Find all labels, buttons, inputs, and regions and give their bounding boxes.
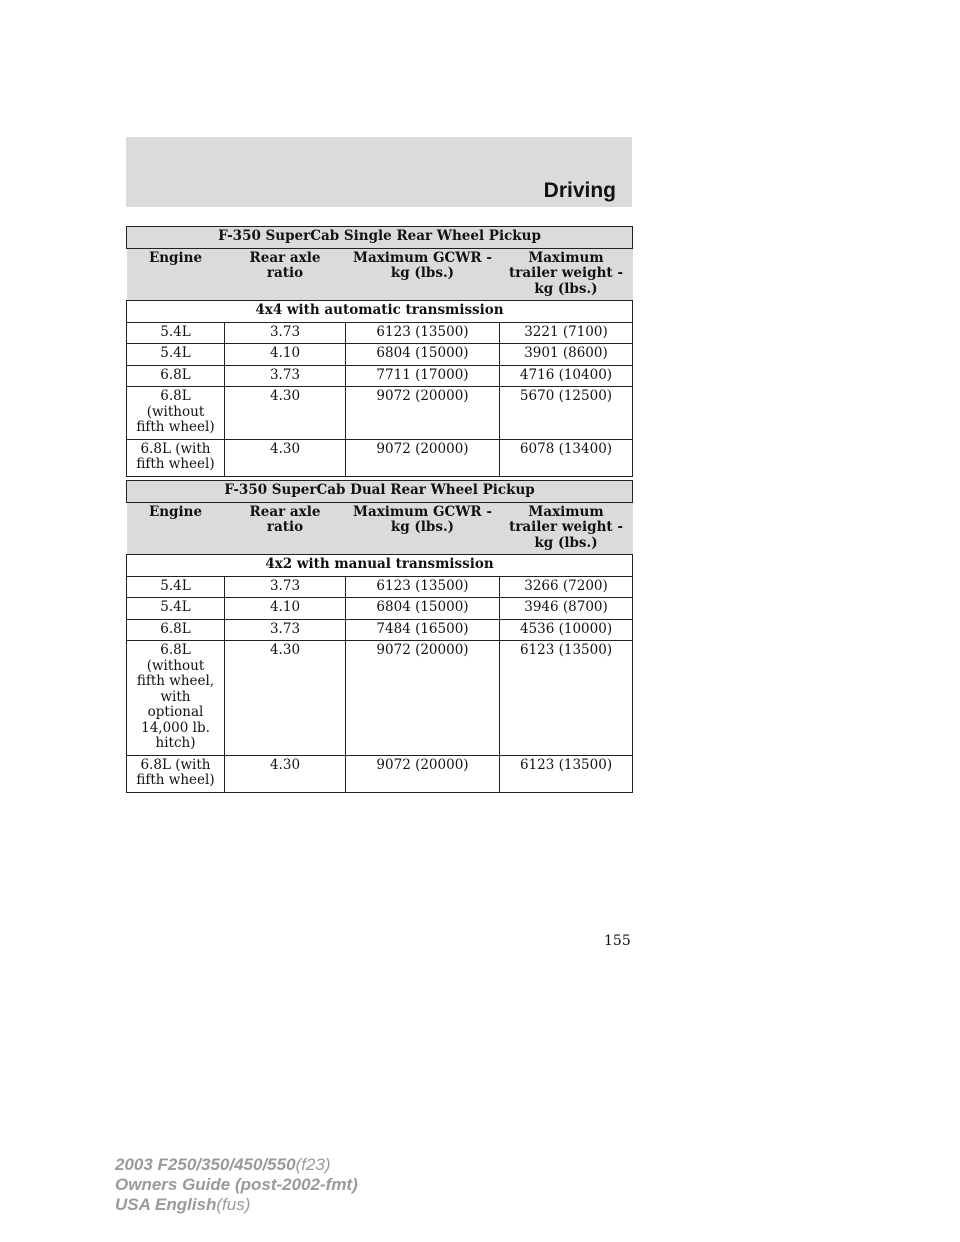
section-title: Driving	[543, 179, 616, 202]
table-title-row	[127, 481, 633, 503]
cell-gcwr: 6123 (13500)	[346, 576, 500, 598]
cell-axle-ratio: 3.73	[225, 365, 346, 387]
table-column-header-row	[127, 502, 633, 555]
table-row	[127, 439, 633, 476]
column-header-engine: Engine	[127, 248, 225, 301]
footer-line-guide	[115, 1175, 358, 1195]
column-header-trailer-weight: Maximum trailer weight - kg (lbs.)	[500, 502, 633, 555]
cell-axle-ratio: 3.73	[225, 322, 346, 344]
table-row	[127, 344, 633, 366]
cell-engine: 6.8L (without fifth wheel)	[127, 387, 225, 440]
table-row	[127, 619, 633, 641]
table-title-row	[127, 227, 633, 249]
cell-gcwr: 6804 (15000)	[346, 344, 500, 366]
table-subheader: 4x2 with manual transmission	[127, 555, 633, 577]
towing-table-dual-rear-wheel	[126, 480, 633, 793]
table-row	[127, 365, 633, 387]
cell-axle-ratio: 4.30	[225, 641, 346, 756]
column-header-axle-ratio: Rear axle ratio	[225, 502, 346, 555]
column-header-gcwr: Maximum GCWR - kg (lbs.)	[346, 248, 500, 301]
cell-engine: 5.4L	[127, 322, 225, 344]
footer-line-language	[115, 1195, 358, 1215]
table-row	[127, 598, 633, 620]
cell-gcwr: 9072 (20000)	[346, 755, 500, 792]
table-title: F-350 SuperCab Single Rear Wheel Pickup	[127, 227, 633, 249]
cell-axle-ratio: 4.30	[225, 755, 346, 792]
cell-trailer-weight: 3266 (7200)	[500, 576, 633, 598]
footer-guide: Owners Guide (post-2002-fmt)	[115, 1175, 358, 1194]
cell-engine: 5.4L	[127, 344, 225, 366]
column-header-engine: Engine	[127, 502, 225, 555]
cell-axle-ratio: 4.30	[225, 387, 346, 440]
table-row	[127, 322, 633, 344]
table-row	[127, 576, 633, 598]
cell-trailer-weight: 6123 (13500)	[500, 641, 633, 756]
cell-gcwr: 9072 (20000)	[346, 641, 500, 756]
cell-axle-ratio: 3.73	[225, 619, 346, 641]
section-header-band	[126, 137, 632, 207]
column-header-axle-ratio: Rear axle ratio	[225, 248, 346, 301]
cell-gcwr: 6123 (13500)	[346, 322, 500, 344]
cell-gcwr: 9072 (20000)	[346, 387, 500, 440]
table-subheader-row	[127, 301, 633, 323]
cell-engine: 6.8L	[127, 619, 225, 641]
cell-trailer-weight: 6123 (13500)	[500, 755, 633, 792]
table-row	[127, 755, 633, 792]
footer-line-model	[115, 1155, 358, 1175]
cell-axle-ratio: 4.30	[225, 439, 346, 476]
footer-language-code: (fus)	[216, 1195, 251, 1214]
cell-axle-ratio: 3.73	[225, 576, 346, 598]
cell-engine: 5.4L	[127, 598, 225, 620]
table-subheader: 4x4 with automatic transmission	[127, 301, 633, 323]
cell-trailer-weight: 5670 (12500)	[500, 387, 633, 440]
cell-gcwr: 6804 (15000)	[346, 598, 500, 620]
cell-axle-ratio: 4.10	[225, 598, 346, 620]
cell-axle-ratio: 4.10	[225, 344, 346, 366]
cell-engine: 6.8L (without fifth wheel, with optional 14,000 lb. hitch)	[127, 641, 225, 756]
cell-engine: 6.8L	[127, 365, 225, 387]
cell-trailer-weight: 6078 (13400)	[500, 439, 633, 476]
cell-engine: 6.8L (with fifth wheel)	[127, 755, 225, 792]
footer-model-code: (f23)	[295, 1155, 331, 1174]
table-title: F-350 SuperCab Dual Rear Wheel Pickup	[127, 481, 633, 503]
cell-engine: 6.8L (with fifth wheel)	[127, 439, 225, 476]
cell-trailer-weight: 3946 (8700)	[500, 598, 633, 620]
cell-trailer-weight: 4536 (10000)	[500, 619, 633, 641]
towing-table-single-rear-wheel	[126, 226, 633, 477]
document-footer	[115, 1155, 358, 1215]
cell-trailer-weight: 4716 (10400)	[500, 365, 633, 387]
cell-gcwr: 7484 (16500)	[346, 619, 500, 641]
cell-gcwr: 7711 (17000)	[346, 365, 500, 387]
table-row	[127, 641, 633, 756]
cell-trailer-weight: 3221 (7100)	[500, 322, 633, 344]
table-row	[127, 387, 633, 440]
footer-language: USA English	[115, 1195, 217, 1214]
table-column-header-row	[127, 248, 633, 301]
cell-engine: 5.4L	[127, 576, 225, 598]
footer-model: 2003 F250/350/450/550	[115, 1155, 296, 1174]
cell-gcwr: 9072 (20000)	[346, 439, 500, 476]
column-header-trailer-weight: Maximum trailer weight - kg (lbs.)	[500, 248, 633, 301]
table-subheader-row	[127, 555, 633, 577]
page-number: 155	[604, 933, 631, 949]
column-header-gcwr: Maximum GCWR - kg (lbs.)	[346, 502, 500, 555]
cell-trailer-weight: 3901 (8600)	[500, 344, 633, 366]
